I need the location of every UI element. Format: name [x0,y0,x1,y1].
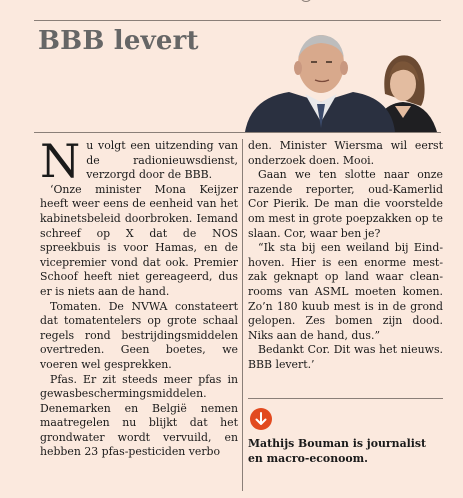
paragraph: “Ik sta bij een weiland bij Eindhoven. Hier is een enorme mestzak geknapt op land waar cleanrooms van ASML moeten komen. Zo’n 180 kuub mest is in de grond gelopen. Zes bomen zijn dood. Niks aan de hand, dus.” [248,241,443,342]
lead-text: u volgt een uitzending van de radionieuwsdienst, verzorgd door de BBB. [86,139,238,182]
paragraph: den. Minister Wiersma wil eerst onderzoek doen. Mooi. [248,139,443,167]
author-photo [245,22,441,132]
article-column-right [248,139,443,373]
paragraph: Bedankt Cor. Dit was het nieuws. BBB levert.’ [248,343,443,371]
dropcap: N [40,134,81,188]
article-title: BBB levert [38,26,199,56]
article-column-left [40,134,238,460]
section-rule [34,132,441,133]
header-fragment [300,0,312,2]
bio-rule [248,398,443,399]
paragraph: Pfas. Er zit steeds meer pfas in gewasbeschermingsmiddelen. Denemarken en België nemen maatregelen nu blijkt dat het grondwater wordt vervuild, en hebben 23 pfas-pesticiden verbo [40,372,238,459]
arrow-down-circle-icon [250,408,272,430]
paragraph: Tomaten. De NVWA constateert dat tomatentelers op grote schaal regels rond bestrijdingsmiddelen overtreden. Geen boetes, we voeren wel gesprekken. [40,299,238,371]
author-bio: Mathijs Bouman is journalist en macro-econoom. [248,437,427,465]
paragraph: Gaan we ten slotte naar onze razende reporter, oud-Kamerlid Cor Pierik. De man die voorstelde om mest in grote poepzakken op te slaan. Cor, waar ben je? [248,168,443,240]
column-separator [242,139,243,491]
top-rule [34,20,441,21]
lead-paragraph [40,134,238,188]
paragraph: ‘Onze minister Mona Keijzer heeft weer eens de eenheid van het kabinetsbeleid doorbroken. Iemand schreef op X dat de NOS spreekbuis is voor Hamas, en de vicepremier vond dat ook. Premier Schoof heeft niet gereageerd, dus er is niets aan de hand. [40,182,238,298]
